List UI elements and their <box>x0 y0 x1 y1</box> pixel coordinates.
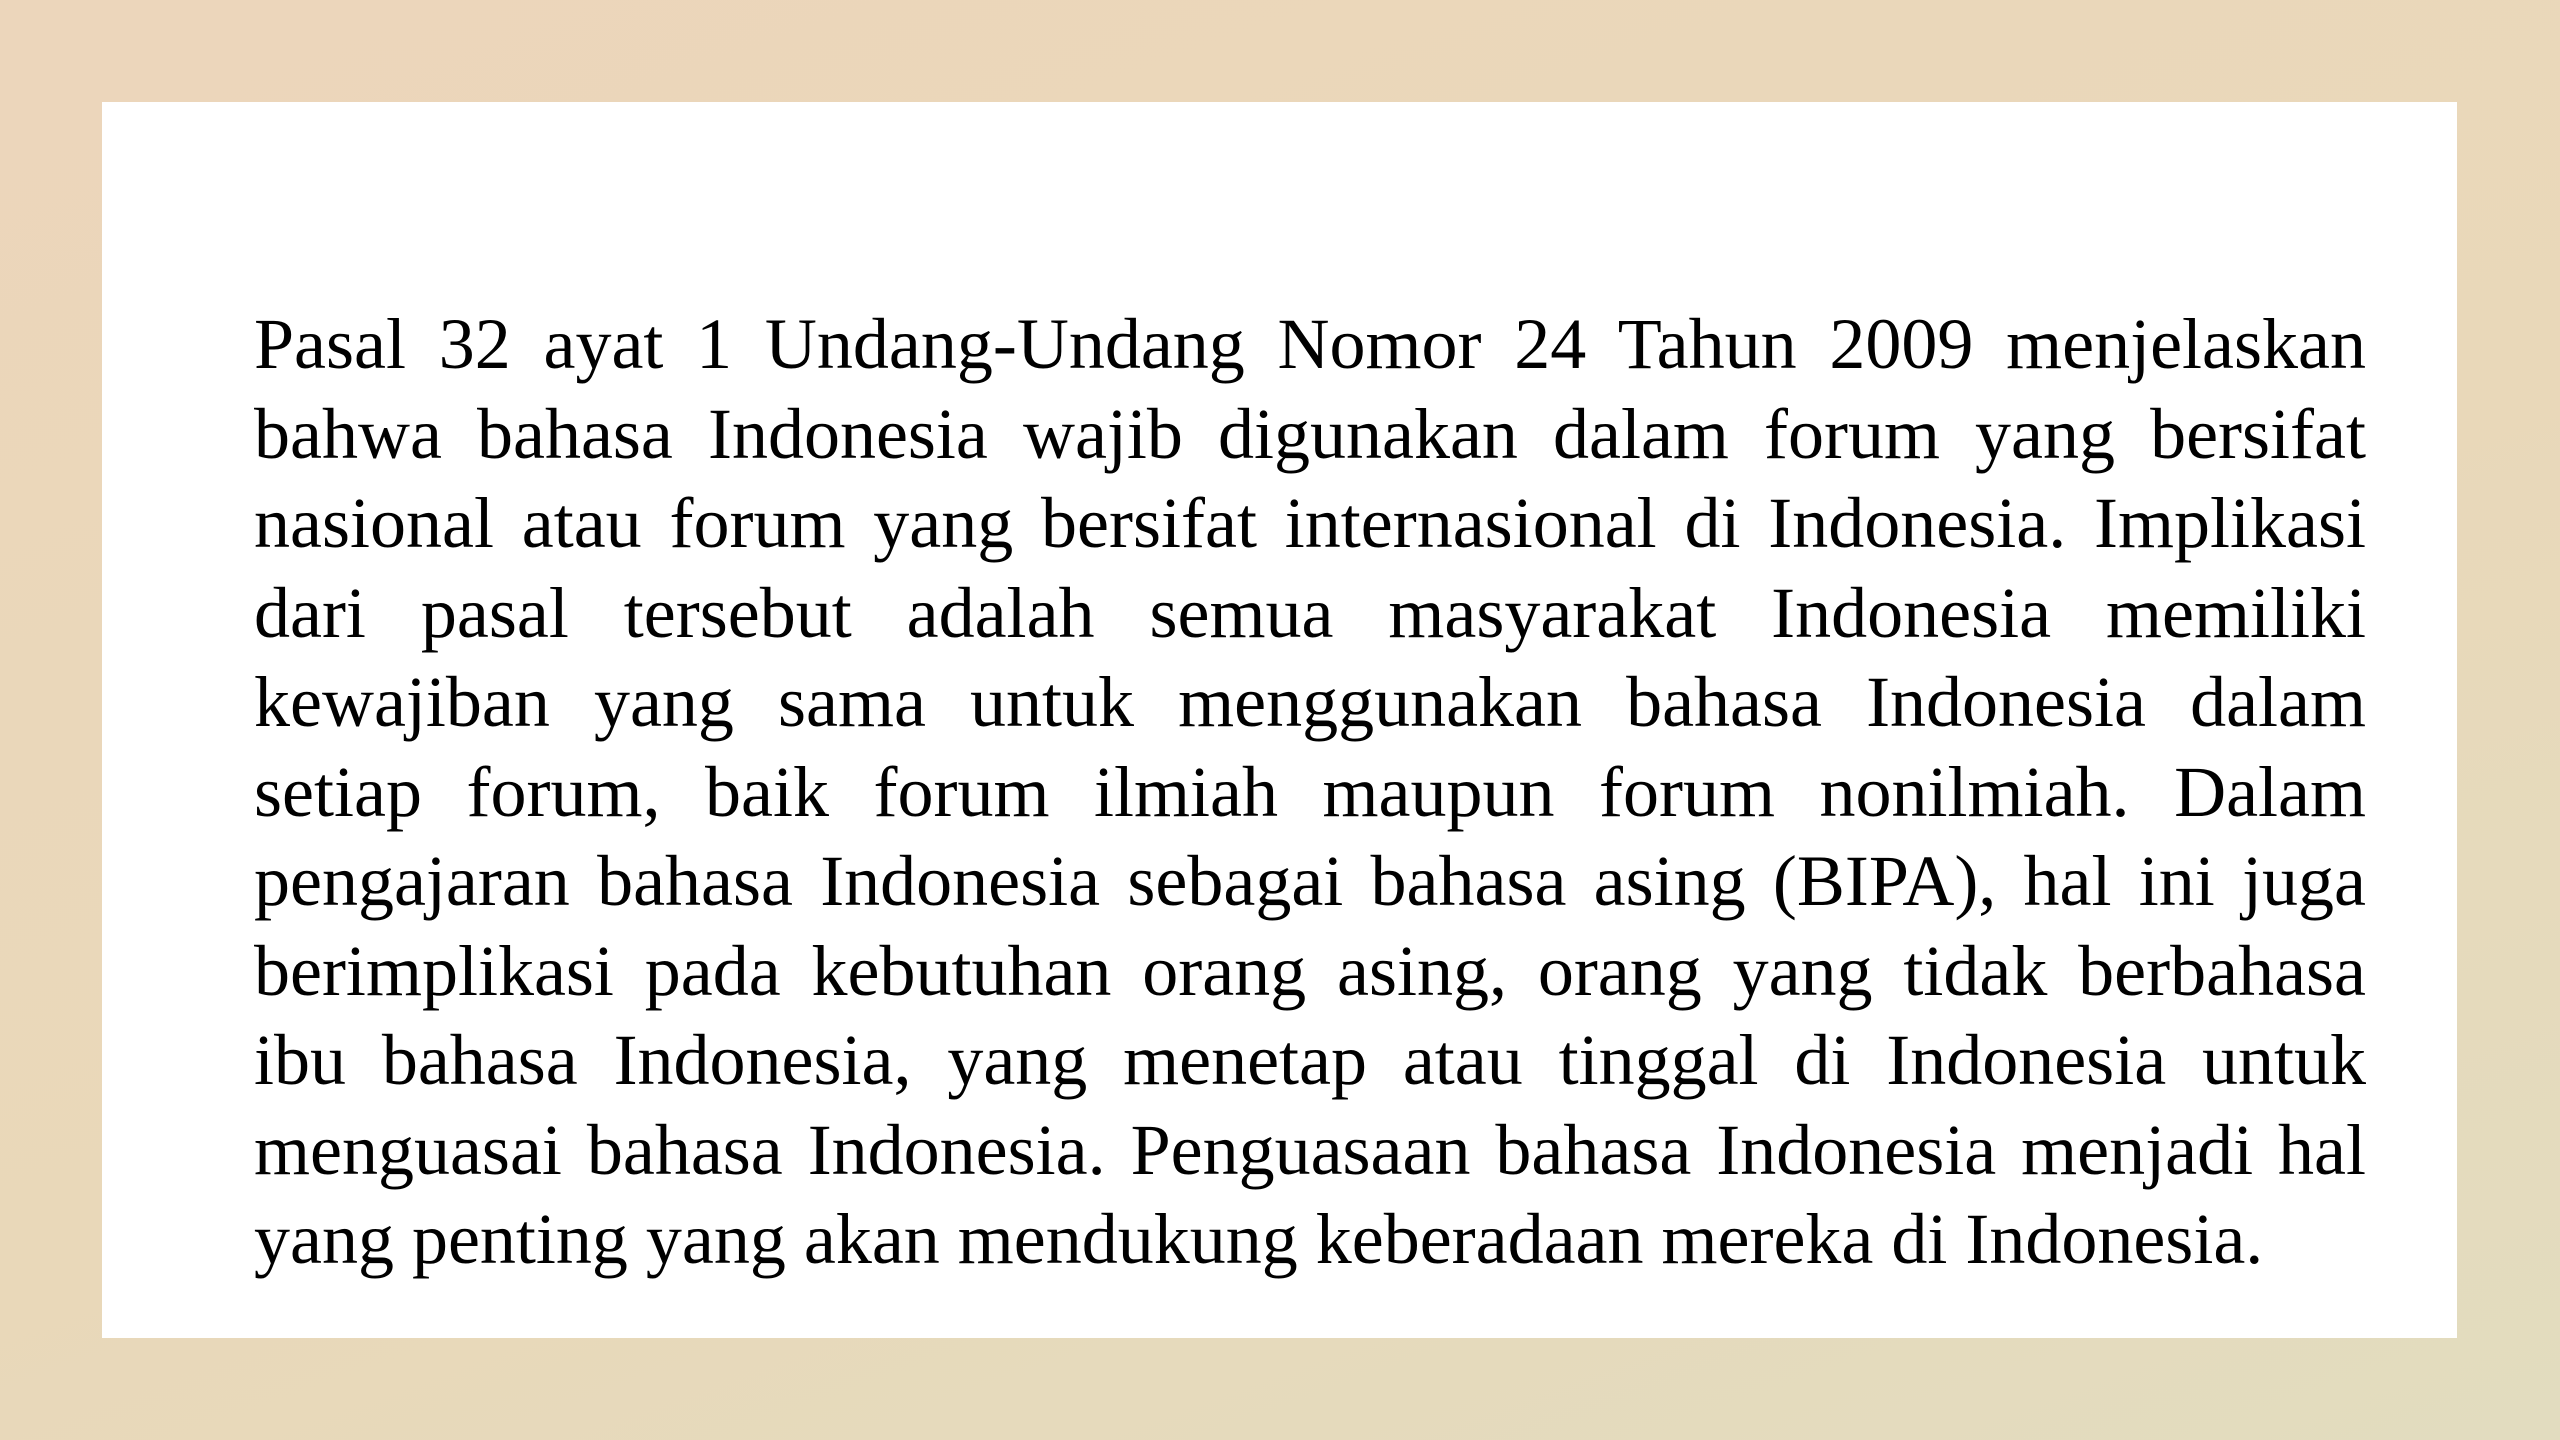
body-paragraph: Pasal 32 ayat 1 Undang-Undang Nomor 24 Tahun 2009 menjelaskan bahwa bahasa Indonesia wajib digunakan dalam forum yang bersifat nasional atau forum yang bersifat internasional di Indonesia. Implikasi dari pasal tersebut adalah semua masyarakat Indonesia memiliki kewajiban yang sama untuk menggunakan bahasa Indonesia dalam setiap forum, baik forum ilmiah maupun forum nonilmiah. Dalam pengajaran bahasa Indonesia sebagai bahasa asing (BIPA), hal ini juga berimplikasi pada kebutuhan orang asing, orang yang tidak berbahasa ibu bahasa Indonesia, yang menetap atau tinggal di Indonesia untuk menguasai bahasa Indonesia. Penguasaan bahasa Indonesia menjadi hal yang penting yang akan mendukung keberadaan mereka di Indonesia. <box>254 304 2366 1279</box>
text-card <box>102 102 2457 1338</box>
